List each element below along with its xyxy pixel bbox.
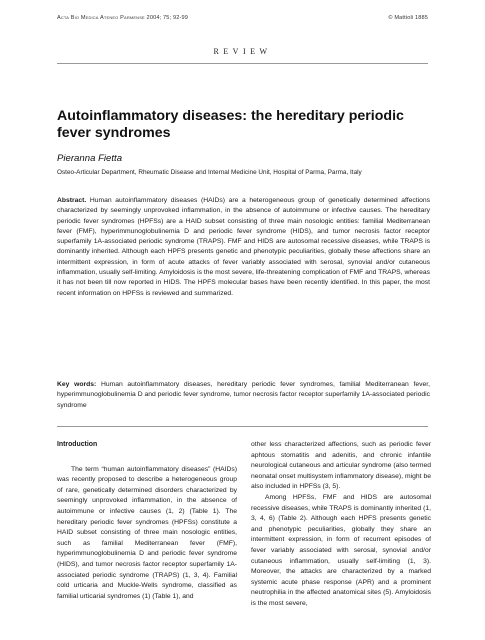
body-paragraph: The term “human autoinflammatory diseases” (HAIDs) was recently proposed to describe a heterogeneous group of rare, genetically determined disorders characterized by seemingly unprovoked inflammation, in the absence of autoimmune or infective causes (1, 2) (Table 1). The hereditary periodic fever syndromes (HPFSs) constitute a HAID subset consisting of three main nosologic entities, such as familial Mediterranean fever (FMF), hyperimmunoglobulinemia D and periodic fever syndrome (HIDS), and tumor necrosis factor receptor superfamily 1A-associated periodic syndrome (TRAPS) (1, 3, 4). Familial cold urticaria and Muckle-Wells syndrome, classified as familial urticarial syndromes (1) (Table 1), and (57, 465, 237, 600)
abstract-divider (57, 426, 428, 427)
article-author: Pieranna Fietta (57, 153, 123, 164)
copyright-notice: © Mattioli 1885 (388, 15, 428, 21)
journal-citation: Acta Bio Medica Ateneo Parmense 2004; 75; 92-99 (57, 15, 188, 21)
body-column-right (251, 440, 431, 610)
section-label: REVIEW (213, 47, 272, 56)
header-divider (57, 63, 428, 64)
abstract-label: Abstract. (57, 197, 87, 204)
body-paragraph: Among HPFSs, FMF and HIDS are autosomal recessive diseases, while TRAPS is dominantly inherited (1, 3, 4, 6) (Table 2). Although each HPFS presents genetic and phenotypic peculiarities, globally they share an intermittent expression, in form of recurrent episodes of fever variably associated with serosal, synovial and/or cutaneous inflammation, usually self-limiting (1, 3). Moreover, the attacks are characterized by a marked systemic acute phase response (APR) and a prominent neutrophilia in the affected anatomical sites (5). Amyloidosis is the most severe, (251, 493, 431, 607)
keywords (57, 380, 430, 411)
running-head (57, 15, 428, 25)
keywords-label: Key words: (57, 381, 97, 388)
abstract (57, 196, 430, 299)
introduction-heading: Introduction (57, 441, 98, 448)
article-title: Autoinflammatory diseases: the hereditary periodic fever syndromes (57, 108, 404, 141)
body-column-left (57, 440, 237, 602)
body-paragraph-continued: other less characterized affections, such as periodic fever aphtous stomatitis and adenitis, and chronic infantile neurological cutaneous and articular syndrome (also termed neonatal onset multisystem inflammatory disease), might be also included in HPFSs (3, 5). (251, 441, 431, 491)
author-affiliation: Osteo-Articular Department, Rheumatic Disease and Internal Medicine Unit, Hospital of Parma, Parma, Italy (57, 169, 362, 176)
keywords-text: Human autoinflammatory diseases, hereditary periodic fever syndromes, familial Mediterranean fever, hyperimmunoglobulinemia D and periodic fever syndrome, tumor necrosis factor receptor superfamily 1A-associated periodic syndrome (57, 381, 431, 409)
abstract-text: Human autoinflammatory diseases (HAIDs) are a heterogeneous group of genetically determined affections characterized by seemingly unprovoked inflammation, in the absence of autoimmune or infective causes. The hereditary periodic fever syndromes (HPFSs) are a HAID subset consisting of three main nosologic entities: familial Mediterranean fever (FMF), hyperimmunoglobulinemia D and periodic fever syndrome (HIDS), and tumor necrosis factor receptor superfamily 1A-associated periodic syndrome (TRAPS). FMF and HIDS are autosomal recessive diseases, while TRAPS is dominantly inherited. Although each HPFS presents genetic and phenotypic peculiarities, globally these affections share an intermittent expression, in form of acute attacks of fever variably associated with serosal, synovial and/or cutaneous inflammation, usually self-limiting. Amyloidosis is the most severe, life-threatening complication of FMF and TRAPS, whereas it has not been till now reported in HIDS. The HPFS molecular bases have been recently identified. In this paper, the most recent information on HPFSs is reviewed and summarized. (57, 197, 430, 297)
